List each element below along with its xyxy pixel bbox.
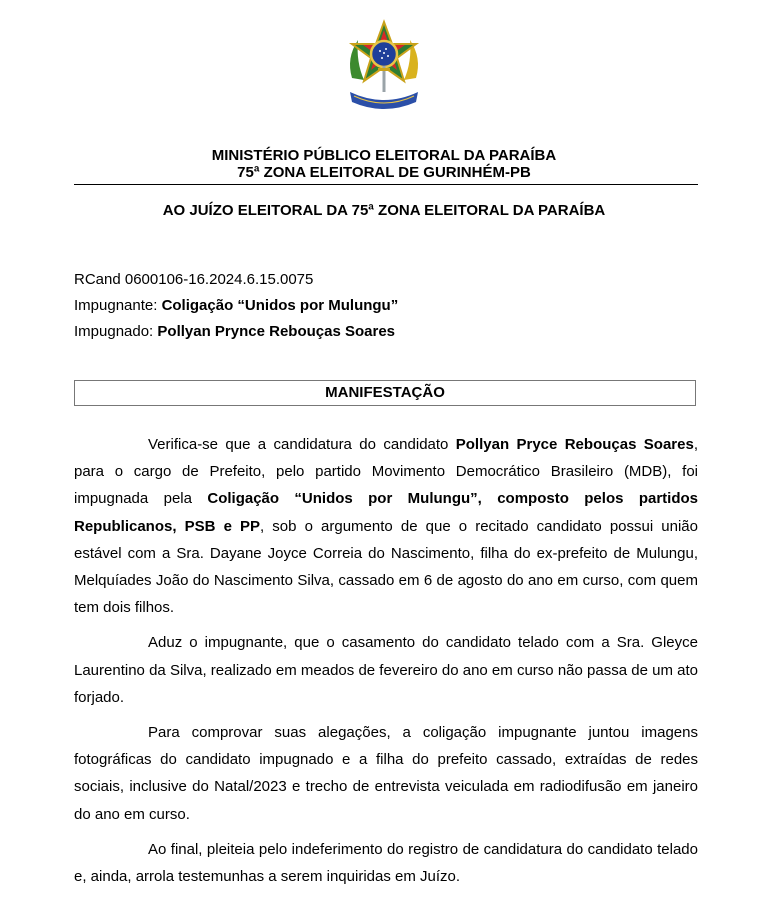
paragraph-1 [74, 431, 698, 621]
addressee: AO JUÍZO ELEITORAL DA 75ª ZONA ELEITORAL DA PARAÍBA [162, 202, 606, 219]
p1-bold-1: Pollyan Pryce Rebouças Soares [455, 436, 694, 453]
paragraph-3: Para comprovar suas alegações, a coligação impugnante juntou imagens fotográficas do candidato impugnado e a filha do prefeito cassado, extraídas de redes sociais, inclusive do Natal/2023 e trecho de entrevista veiculada em radiodifusão em janeiro do ano em curso. [74, 724, 698, 823]
impugnante-label: Impugnante: [74, 297, 162, 314]
section-title: MANIFESTAÇÃO [74, 380, 696, 406]
paragraph-4: Ao final, pleiteia pelo indeferimento do registro de candidatura do candidato telado e, ainda, arrola testemunhas a serem inquiridas em Juízo. [74, 840, 698, 886]
header-zone: 75ª ZONA ELEITORAL DE GURINHÉM-PB [237, 164, 531, 181]
p1-bold-2: Coligação “Unidos por Mulungu”, composto pelos partidos Republicanos, PSB e PP [74, 490, 698, 535]
impugnado-line [74, 322, 395, 342]
impugnado-value: Pollyan Prynce Rebouças Soares [157, 323, 396, 340]
p1-text-3: , sob o argumento de que o recitado candidato possui união estável com a Sra. Dayane Joyce Correia do Nascimento, filha do ex-prefeito de Mulungu, Melquíades João do Nascimento Silva, cassado em 6 de agosto do ano em curso, com quem tem dois filhos. [74, 517, 698, 617]
impugnante-line [74, 296, 398, 316]
impugnado-label: Impugnado: [74, 323, 158, 340]
document-body [74, 431, 698, 898]
p1-text-1: Verifica-se que a candidatura do candidato [148, 436, 456, 453]
case-number: RCand 0600106-16.2024.6.15.0075 [74, 271, 314, 288]
impugnante-value: Coligação “Unidos por Mulungu” [161, 297, 399, 314]
header-ministry: MINISTÉRIO PÚBLICO ELEITORAL DA PARAÍBA [211, 147, 557, 164]
coat-of-arms-icon [338, 18, 430, 118]
header-divider [74, 184, 698, 185]
paragraph-2: Aduz o impugnante, que o casamento do candidato telado com a Sra. Gleyce Laurentino da Silva, realizado em meados de fevereiro do ano em curso não passa de um ato forjado. [74, 634, 698, 706]
p1-text-2: , para o cargo de Prefeito, pelo partido Movimento Democrático Brasileiro (MDB), foi impugnada pela [74, 436, 698, 508]
